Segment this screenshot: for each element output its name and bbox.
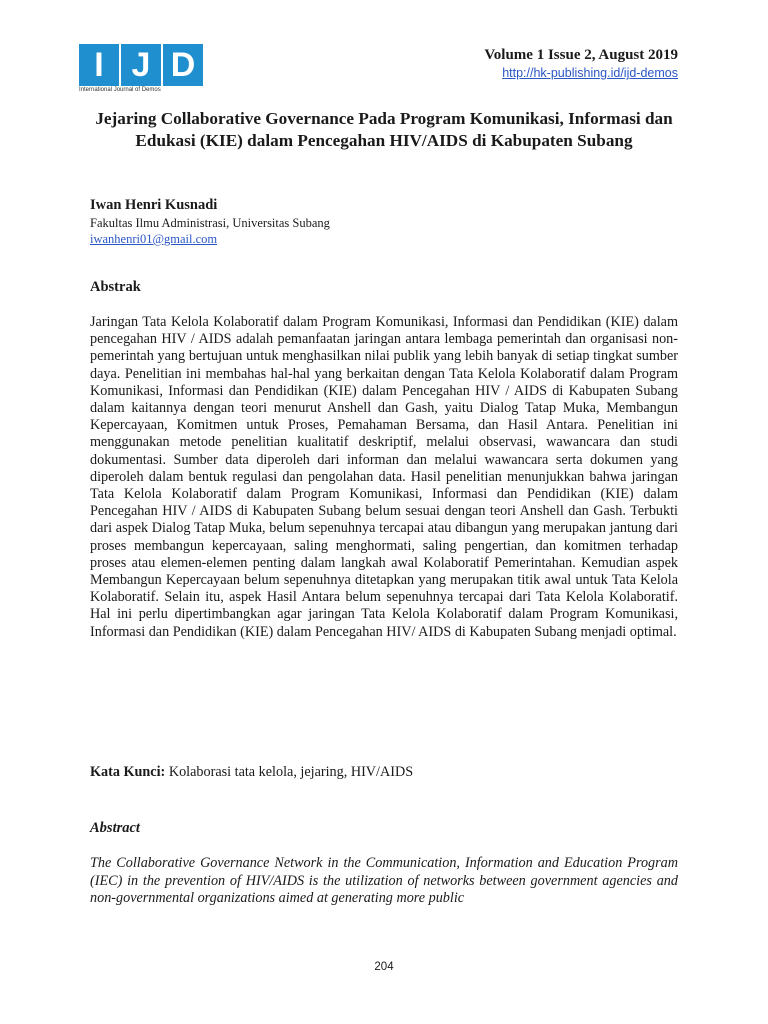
keywords-line — [90, 764, 413, 781]
journal-logo — [79, 44, 203, 94]
abstrak-body: Jaringan Tata Kelola Kolaboratif dalam Program Komunikasi, Informasi dan Pendidikan (KIE) dalam pencegahan HIV / AIDS adalah pemanfaatan jaringan antara lembaga pemerintah dan organisasi non-pemerintah yang bertujuan untuk menghasilkan nilai publik yang lebih banyak di setiap tingkat sumber daya. Penelitian ini membahas hal-hal yang berkaitan dengan Tata Kelola Kolaboratif dalam Program Komunikasi, Informasi dan Pendidikan (KIE) dalam Pencegahan HIV / AIDS di Kabupaten Subang dalam kaitannya dengan teori menurut Anshell dan Gash, yaitu Dialog Tatap Muka, Membangun Kepercayaan, Komitmen untuk Proses, Pemahaman Bersama, dan Hasil Antara. Penelitian ini menggunakan metode penelitian kualitatif deskriptif, melalui observasi, wawancara dan studi dokumentasi. Sumber data diperoleh dari informan dan melalui wawancara serta dokumen yang diperoleh dalam bentuk regulasi dan pengolahan data. Hasil penelitian menunjukkan bahwa jaringan Tata Kelola Kolaboratif dalam Program Komunikasi, Informasi dan Pendidikan (KIE) dalam Pencegahan HIV / AIDS di Kabupaten Subang belum sesuai dengan teori Anshell dan Gash. Terbukti dari aspek Dialog Tatap Muka, belum sepenuhnya tercapai atau dibangun yang merupakan jantung dari proses membangun kepercayaan, saling menghormati, saling pengertian, dan komitmen terhadap proses atau elemen-elemen penting dalam langkah awal Kolaboratif Pemerintahan. Kemudian aspek Membangun Kepercayaan belum sepenuhnya ditetapkan yang merupakan titik awal untuk Tata Kelola Kolaboratif. Selain itu, aspek Hasil Antara belum sepenuhnya tercapai dari Tata Kelola Kolaboratif. Hal ini perlu dipertimbangkan agar jaringan Tata Kelola Kolaboratif dalam Program Komunikasi, Informasi dan Pendidikan (KIE) dalam Pencegahan HIV/ AIDS di Kabupaten Subang menjadi optimal. — [90, 314, 678, 640]
keywords-text: Kolaborasi tata kelola, jejaring, HIV/AIDS — [168, 764, 414, 780]
keywords-label: Kata Kunci: — [90, 764, 166, 780]
abstrak-heading: Abstrak — [90, 279, 141, 295]
article-title: Jejaring Collaborative Governance Pada Program Komunikasi, Informasi dan Edukasi (KIE) dalam Pencegahan HIV/AIDS di Kabupaten Subang — [95, 109, 673, 150]
author-affiliation: Fakultas Ilmu Administrasi, Universitas Subang — [90, 216, 330, 230]
logo-boxes — [79, 44, 203, 86]
page-number: 204 — [374, 961, 394, 973]
logo-caption: International Journal of Demos — [79, 87, 161, 93]
logo-letter-j: J — [121, 44, 161, 86]
author-name: Iwan Henri Kusnadi — [90, 197, 218, 213]
abstract-heading: Abstract — [90, 820, 140, 836]
author-email-link[interactable]: iwanhenri01@gmail.com — [90, 232, 218, 246]
logo-letter-i: I — [79, 44, 119, 86]
journal-url-link[interactable]: http://hk-publishing.id/ijd-demos — [502, 66, 678, 80]
volume-info: Volume 1 Issue 2, August 2019 — [484, 47, 678, 63]
logo-letter-d: D — [163, 44, 203, 86]
abstract-body: The Collaborative Governance Network in the Communication, Information and Education Program (IEC) in the prevention of HIV/AIDS is the utilization of networks between government agencies and non-governmental organizations aimed at generating more public — [90, 855, 678, 907]
